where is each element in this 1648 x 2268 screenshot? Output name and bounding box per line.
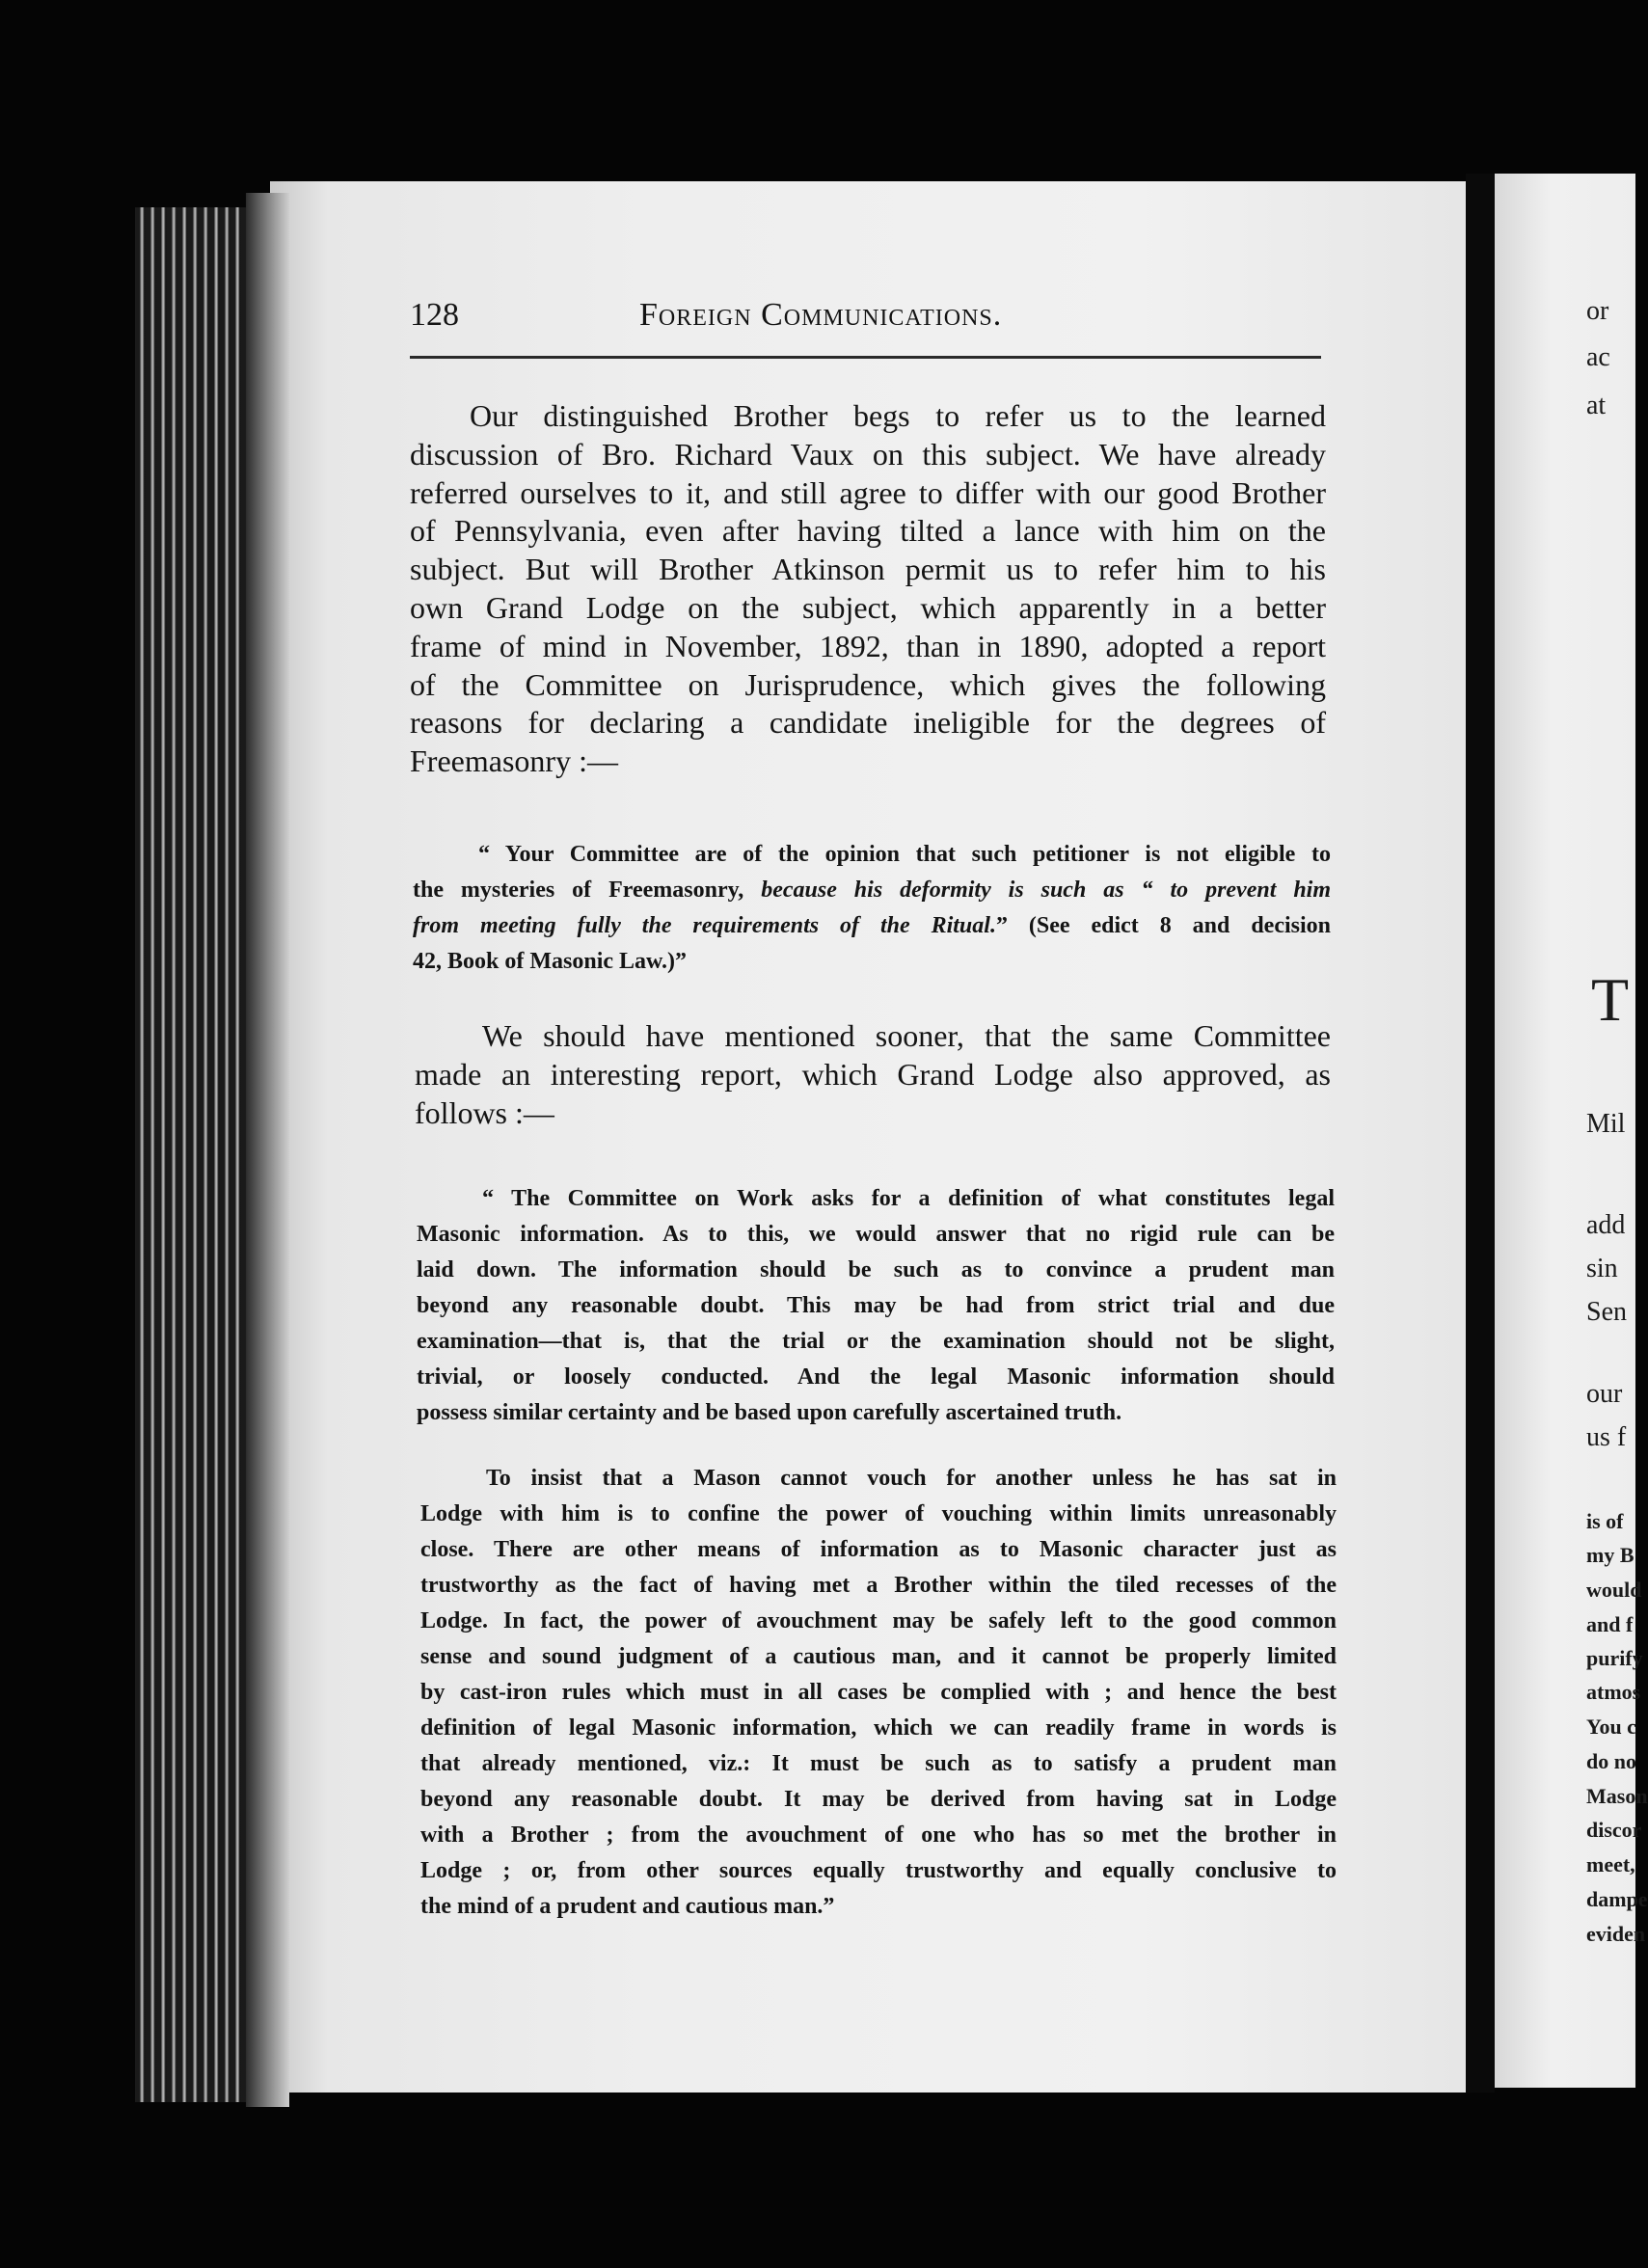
facing-page-fragment: would [1586,1578,1642,1602]
quote-line: “ The Committee on Work asks for a definition of what constitutes legal [482,1186,1335,1211]
facing-page-fragment: Mil [1586,1109,1626,1139]
quote-line: close. There are other means of information as to Masonic character just as [420,1537,1337,1562]
quote-3 [420,1461,1337,1925]
facing-page-fragment: eviden [1586,1922,1646,1946]
facing-page-fragment: atmos [1586,1680,1641,1704]
paragraph-line: subject. But will Brother Atkinson permit us to refer him to his [410,552,1326,587]
quote-line: Masonic information. As to this, we would answer that no rigid rule can be [417,1222,1335,1247]
quote-line: trivial, or loosely conducted. And the legal Masonic information should [417,1364,1335,1390]
header-rule [410,356,1321,359]
facing-page-fragment: sin [1586,1254,1618,1283]
quote-line: sense and sound judgment of a cautious man, and it cannot be properly limited [420,1644,1337,1669]
facing-page-fragment: Sen [1586,1297,1627,1327]
paragraph-line: made an interesting report, which Grand Lodge also approved, as [415,1056,1331,1092]
quote-1 [413,837,1331,980]
facing-page-fragment: add [1586,1210,1626,1240]
quote-line: possess similar certainty and be based upon carefully ascertained truth. [417,1400,1122,1425]
quote-line: examination—that is, that the trial or the examination should not be slight, [417,1329,1335,1354]
facing-page [1495,174,1648,2088]
facing-page-fragment: You c [1586,1714,1636,1739]
facing-page-fragment: dampe [1586,1887,1648,1911]
paragraph-line: of the Committee on Jurisprudence, which gives the following [410,666,1326,702]
quote-line: trustworthy as the fact of having met a Brother within the tiled recesses of the [420,1573,1337,1598]
quote-2 [417,1181,1335,1431]
facing-page-fragment: purify [1586,1646,1643,1670]
facing-page-fragment: us f [1586,1422,1627,1452]
paragraph-line: frame of mind in November, 1892, than in 1890, adopted a report [410,628,1326,663]
facing-page-fragment: do no [1586,1749,1636,1773]
quote-line: To insist that a Mason cannot vouch for another unless he has sat in [486,1466,1337,1491]
paragraph-line: Freemasonry :— [410,743,618,779]
quote-line: with a Brother ; from the avouchment of one who has so met the brother in [420,1822,1337,1848]
paragraph-2 [415,1017,1331,1132]
paragraph-line: own Grand Lodge on the subject, which apparently in a better [410,589,1326,625]
quote-line: definition of legal Masonic information, which we can readily frame in words is [420,1715,1337,1741]
paragraph-line: Our distinguished Brother begs to refer us to the learned [470,398,1326,433]
running-title: Foreign Communications. [639,297,1003,333]
paragraph-line: referred ourselves to it, and still agree to differ with our good Brother [410,474,1326,510]
facing-page-fragment: at [1586,391,1607,420]
paragraph-line: follows :— [415,1094,554,1130]
quote-line: laid down. The information should be such as to convince a prudent man [417,1257,1335,1282]
page-number: 128 [410,297,459,333]
quote-1-text: the mysteries of Freemasonry, [413,878,762,903]
book-gutter [1466,174,1495,2092]
quote-1-line [413,873,1331,908]
running-head [410,297,1321,355]
facing-page-fragment: and f [1586,1612,1634,1636]
facing-page-fragment: discor [1586,1818,1642,1842]
quote-1-text: ” (See edict 8 and decision [995,913,1331,938]
quote-1-line: “ Your Committee are of the opinion that such petitioner is not eligible to [478,842,1331,867]
quote-1-italic-text: from meeting fully the requirements of the Ritual. [413,913,996,938]
paragraph-1 [410,397,1326,781]
paragraph-line: reasons for declaring a candidate ineligible for the degrees of [410,705,1326,741]
paragraph-line: We should have mentioned sooner, that the same Committee [482,1018,1331,1053]
facing-page-fragment: my B [1586,1543,1634,1567]
facing-page-fragment: or [1586,296,1609,326]
quote-line: Lodge. In fact, the power of avouchment may be safely left to the good common [420,1608,1337,1634]
paragraph-line: of Pennsylvania, even after having tilted a lance with him on the [410,513,1326,549]
page-binding-shadow [246,193,289,2107]
quote-1-line [413,908,1331,944]
quote-line: Lodge with him is to confine the power of vouching within limits unreasonably [420,1501,1337,1526]
quote-1-line: 42, Book of Masonic Law.)” [413,949,688,974]
quote-line: by cast-iron rules which must in all cases be complied with ; and hence the best [420,1680,1337,1705]
facing-page-fragment: our [1586,1379,1623,1409]
quote-line: the mind of a prudent and cautious man.” [420,1894,835,1919]
facing-page-fragment: T [1591,965,1630,1034]
facing-page-fragment: ac [1586,342,1610,372]
quote-line: beyond any reasonable doubt. This may be had from strict trial and due [417,1293,1335,1318]
quote-line: that already mentioned, viz.: It must be such as to satisfy a prudent man [420,1751,1337,1776]
facing-page-fragment: Mason [1586,1784,1648,1808]
quote-line: beyond any reasonable doubt. It may be derived from having sat in Lodge [420,1787,1337,1812]
paragraph-line: discussion of Bro. Richard Vaux on this subject. We have already [410,436,1326,472]
facing-page-fragment: meet, [1586,1852,1635,1876]
quote-1-italic-text: because his deformity is such as “ to prevent him [761,878,1331,903]
quote-line: Lodge ; or, from other sources equally trustworthy and equally conclusive to [420,1858,1337,1883]
facing-page-fragment: is of [1586,1509,1624,1533]
